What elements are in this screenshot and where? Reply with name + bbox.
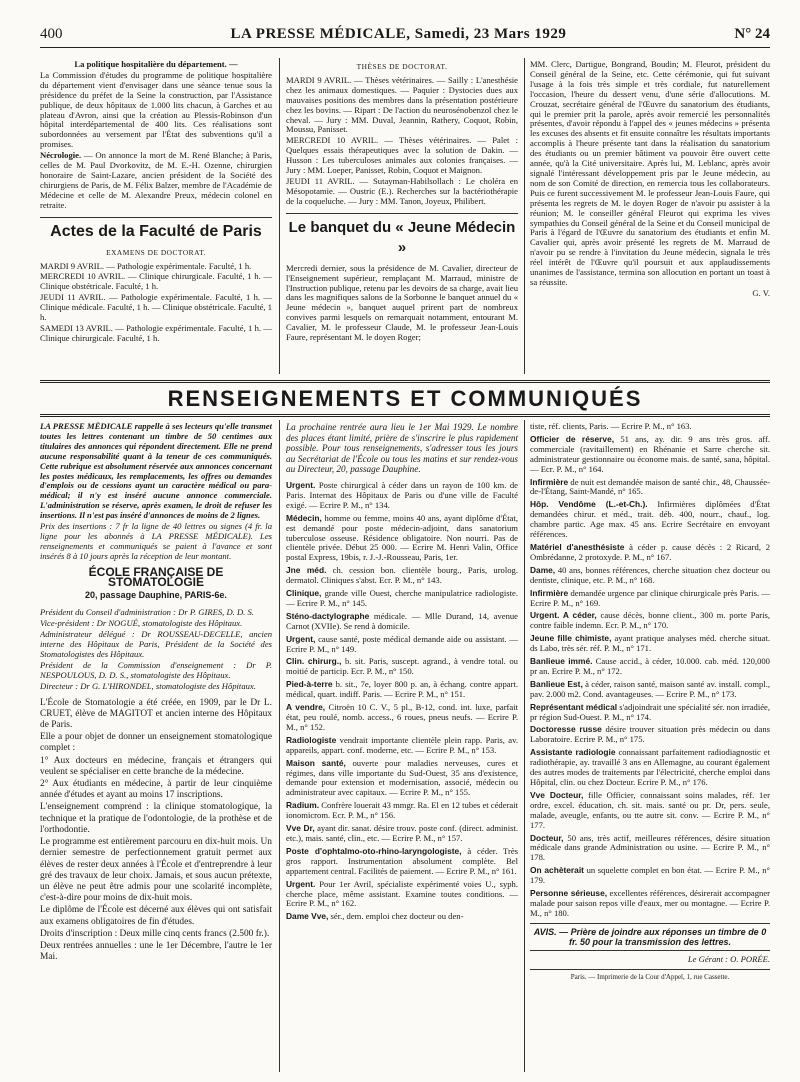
ad-lead: Doctoresse russe <box>530 724 602 735</box>
banquet-body: Mercredi dernier, sous la présidence de M. Cavalier, directeur de l'Enseignement supérieur, remplaçant M. Marraud, ministre de l'Instruction publique, retenu par les devoirs de sa charge, avait lieu dans les magnifiques salons de la Sorbonne le banquet annuel du « Jeune médecin », banquet auquel prirent part de nombreux convives parmi lesquels on remarquait notamment, entourant M. Cavalier, M. le professeur Claude, M. le professeur Jean-Louis Faure, représentant M. le doyen Roger; <box>286 262 518 343</box>
ad-lead: Médecin, <box>286 512 322 523</box>
classified-ad <box>286 589 518 609</box>
ad-text: cause décès, bonne client., 300 m. porte Paris, contre faible indemn. Ecr. P. M., n° 170. <box>530 610 770 631</box>
ad-text: homme ou femme, moins 40 ans, ayant diplôme d'État, est demandé pour poste médecin-adjoint, dans sanatorium tuberculose osseuse. Résidence obligatoire. Non nourri. Pas de clientèle privée. Début 25 000. — Ecrire M. Henri Valin, Office postal Express, 19bis, r. J.-J.-Rousseau, Paris, 1er. <box>286 512 518 563</box>
banquet-heading: Le banquet du « Jeune Médecin » <box>288 218 516 256</box>
classified-ad <box>530 500 770 540</box>
ad-lead: Radium. <box>286 800 320 811</box>
section-rule-bottom <box>40 414 770 417</box>
classified-ad <box>530 725 770 745</box>
classified-ad <box>530 791 770 831</box>
ad-text: Citroën 10 C. V., 5 pl., B-12, cond. int. luxe, parfait état, peu roulé, nomb. access., 6 roues, pneus neufs. — Ecrire P. M., n° 152. <box>286 702 518 732</box>
classified-ad <box>286 824 518 844</box>
staff-item: Administrateur délégué : Dr ROUSSEAU-DECELLE, ancien interne des Hôpitaux de Paris, Président de la Société des Stomatologistes des Hôpitaux. <box>40 629 272 660</box>
rentree-text: La prochaine rentrée aura lieu le 1er Mai 1929. Le nombre des places étant limité, prière de s'inscrire le plus rapidement possible. Pour tous renseignements, s'adresser tous les jours au Secrétariat de l'École ou tous les matins et sur rendez-vous au Directeur, 20, passage Dauphine. <box>286 422 518 475</box>
journal-title: LA PRESSE MÉDICALE, Samedi, 23 Mars 1929 <box>230 26 567 42</box>
imprimerie: Paris. — Imprimerie de la Cour d'Appel, 1, rue Cassette. <box>530 969 770 983</box>
ad-lead: Urgent, <box>286 633 316 644</box>
bottom-left-column <box>40 422 272 1074</box>
ad-text: Infirmières diplômées d'État demandées chirur. et méd., trait. déb. 400, nourr., chauf., log. chambre partic. Age max. 45 ans. Ecrire Secrétaire en envoyant références. <box>530 499 770 540</box>
bottom-right-column <box>530 422 770 1074</box>
ad-lead: Vve Docteur, <box>530 789 584 800</box>
prix-text: Prix des insertions : 7 fr la ligne de 40 lettres ou signes (4 fr. la ligne pour les abonnés à LA PRESSE MÉDICALE). Les renseignements et communiqués se paient à l'avance et sont insérés 8 à 10 jours après la réception de leur montant. <box>40 521 272 561</box>
ad-text: demandée urgence par clinique chirurgicale près Paris. — Ecrire P. M., n° 169. <box>530 587 770 608</box>
ecole-paragraph: 1° Aux docteurs en médecine, français et étrangers qui veulent se spécialiser en cette branche de la médecine. <box>40 755 272 777</box>
classified-list <box>530 422 770 919</box>
ad-text: de nuit est demandée maison de santé chir., 48, Chaussée-de-l'Étang, Saint-Mandé, n° 165. <box>530 476 770 497</box>
signature: G. V. <box>752 287 770 298</box>
ad-text: à céder, raison santé, maison santé av. install. compl., pav. 2.000 m2. Cond. avantageuses. — Ecrire P. M., n° 173. <box>530 678 770 699</box>
ecole-paragraph: 2° Aux étudiants en médecine, à partir de leur cinquième année d'études et ayant au moins 17 inscriptions. <box>40 779 272 801</box>
ad-text: Confrère louerait 43 mmgr. Ra. El en 12 tubes et céderait ionomicrom. Ecr. P. M., n° 156. <box>286 800 518 821</box>
classified-ad <box>530 435 770 475</box>
ecole-paragraph: L'École de Stomatologie a été créée, en 1909, par le Dr L. CRUET, élève de MAGITOT et ancien interne des Hôpitaux de Paris. <box>40 697 272 731</box>
classified-ad <box>286 680 518 700</box>
ad-lead: Urgent. <box>286 479 316 490</box>
classified-ad <box>530 748 770 788</box>
classified-ad <box>530 634 770 654</box>
classified-ad <box>530 866 770 886</box>
classified-ad <box>530 422 770 432</box>
avis-notice: AVIS. — Prière de joindre aux réponses un timbre de 0 fr. 50 pour la transmission des lettres. <box>530 923 770 951</box>
ad-text: Cause accid., à céder, 10.000. cab. méd. 120,000 pr an. Ecrire P. M., n° 172. <box>530 656 770 676</box>
staff-item: Vice-président : Dr NOGUÉ, stomatologiste des Hôpitaux. <box>40 618 243 629</box>
divider <box>40 217 272 218</box>
classified-ad <box>286 635 518 655</box>
faculte-item: JEUDI 11 AVRIL. — Pathologie expérimentale. Faculté, 1 h. — Clinique médicale. Faculté, 1 h. — Clinique obstétricale. Faculté, 1 h. <box>40 292 272 323</box>
ad-lead: Vve Dr, <box>286 823 315 834</box>
column-rule <box>524 420 525 1072</box>
classified-ad <box>286 847 518 877</box>
ad-text: ayant pratique analyses méd. cherche situat. ds Labo, très sér. réf. P. M., n° 171. <box>530 633 770 654</box>
ad-lead: Matériel d'anesthésiste <box>530 541 625 552</box>
top-middle-column <box>286 60 518 375</box>
classified-ad <box>530 611 770 631</box>
ecole-paragraph: L'enseignement comprend : la clinique stomatologique, la technique et la pratique de l'odontologie, de la prothèse et de l'orthodontie. <box>40 802 272 835</box>
classified-ad <box>286 481 518 511</box>
ad-text: 40 ans, bonnes références, cherche situation chez docteur ou dentiste, clinique, etc. P. M., n° 168. <box>530 564 770 585</box>
ad-text: ouverte pour maladies nerveuses, cures et régimes, dans ville importante du Sud-Ouest, 35 ans d'existence, demande pour extension et modernisation, associé, médecin ou administrateur avec capitaux. — Ecrire P. M., n° 155. <box>286 757 518 798</box>
faculte-item: MARDI 9 AVRIL. — Pathologie expérimentale. Faculté, 1 h. <box>40 260 252 271</box>
classified-list <box>286 481 518 922</box>
top-right-column <box>530 60 770 375</box>
ad-lead: Clinique, <box>286 588 322 599</box>
ad-text: à céder. Très gros rapport. Instrumentation absolument complète. Bel appartement central. Facilités de paiement. — Ecrire P. M., n° 161. <box>286 845 518 876</box>
ad-text: cause santé, poste médical demande aide ou assistant. — Ecrire P. M., n° 149. <box>286 633 518 654</box>
ad-text: Poste chirurgical à céder dans un rayon de 100 km. de Paris. Internat des Hôpitaux de Paris ou d'une ville de Faculté exigé. — Ecrire P. M., n° 134. <box>286 479 518 510</box>
classified-ad <box>530 680 770 700</box>
theses-item: MERCREDI 10 AVRIL. — Thèses vétérinaires. — Palet : Quelques essais thérapeutiques avec la solution de Dakin. — Husson : Les tuberculoses animales aux colonies françaises. — Jury : MM. Loeper, Panisset, Robin, Coquot et Maignon. <box>286 135 518 176</box>
ad-text: s'adjoindrait une spécialité sér. non irradiée, pr région Sud-Ouest. P. M., n° 174. <box>530 701 770 722</box>
classified-ad <box>530 834 770 864</box>
ad-lead: Représentant médical <box>530 701 618 712</box>
column-rule <box>279 420 280 1072</box>
ad-lead: Dame, <box>530 564 556 575</box>
ecole-paragraph: Elle a pour objet de donner un enseignement stomatologique complet : <box>40 732 272 754</box>
ad-lead: Infirmière <box>530 587 569 598</box>
ad-lead: Docteur, <box>530 832 564 843</box>
ad-lead: Assistante radiologie <box>530 747 616 758</box>
ad-text: 50 ans, très actif, meilleures références, désire situation médicale dans grande Administration ou usine. — Ecrire P. M., n° 178. <box>530 832 770 863</box>
ecole-address: 20, passage Dauphine, PARIS-6e. <box>85 589 227 600</box>
ad-text: un squelette complet en bon état. — Ecrire P. M., n° 179. <box>530 865 770 886</box>
classified-ad <box>286 880 518 910</box>
column-rule <box>279 58 280 374</box>
ecole-title: ÉCOLE FRANÇAISE DE STOMATOLOGIE <box>88 564 224 589</box>
ad-text: vendrait importante clientèle plein rapp. Paris, av. appareils, appart. conf. moderne, etc. — Ecrire P. M., n° 153. <box>286 734 518 755</box>
ad-lead: Clin. chirurg., <box>286 656 342 667</box>
ad-text: fille Officier, connaissant soins malades, réf. 1er ordre, excel. éducation, ch. sit. mais. santé ou pr. Dr, pers. seule, malade, aveugle, enfants, ou tte autre sit. conv. — Ecrire P. M., n° 177. <box>530 789 770 830</box>
faculte-heading: Actes de la Faculté de Paris <box>50 222 262 240</box>
ad-lead: Officier de réserve, <box>530 433 615 444</box>
faculte-subhead: EXAMENS DE DOCTORAT. <box>106 247 206 257</box>
section-rule-top <box>40 380 770 383</box>
ad-lead: Infirmière <box>530 476 569 487</box>
theses-subhead: THÈSES DE DOCTORAT. <box>356 62 448 71</box>
notice-text: LA PRESSE MÉDICALE rappelle à ses lecteurs qu'elle transmet toutes les lettres contenant un timbre de 50 centimes aux titulaires des annonces qui répondent directement. Elle ne prend aucune responsabilité quant à la teneur de ces communiqués. Cette rubrique est absolument réservée aux annonces concernant les postes médicaux, les remplacements, les offres ou demandes d'emplois ou de cessions ayant un caractère médical ou para-médical; il n'y est inséré aucune annonce commerciale. L'administration se réserve, après examen, le droit de refuser les insertions. Il n'est pas inséré d'annonces de moins de 2 lignes. <box>40 422 272 521</box>
ad-text: ayant dir. sanat. désire trouv. poste conf. (direct. administ. etc.), mais. santé, clin., etc. — Ecrire P. M., n° 157. <box>286 823 518 843</box>
ad-text: ch. cession bon. clientèle bourg., Paris, urolog. dermatol. Cliniques s'abst. Ecr. P. M., n° 143. <box>286 565 518 586</box>
necrologie-body: — On annonce la mort de M. René Blanche; à Paris, celles de M. Paul Dvorkovitz, de M. E.-H. Ozenne, chirurgien honoraire de Saint-Lazare, ancien président de la Société des chirurgiens de Paris, de M. Félix Balzer, membre de l'Académie de Médecine et celle de M. Alexandre Preux, médecin colonel en retraite. <box>40 150 272 210</box>
column-rule <box>524 58 525 374</box>
ad-lead: Urgent. A céder, <box>530 610 597 621</box>
ad-lead: On achèterait <box>530 865 584 876</box>
ecole-paragraph: Deux rentrées annuelles : une le 1er Décembre, l'autre le 1er Mai. <box>40 940 272 963</box>
ecole-paragraph: Le diplôme de l'École est décerné aux élèves qui ont satisfait aux examens obligatoires de fin d'études. <box>40 905 272 927</box>
ad-text: b. sit. Paris, suscept. agrand., à vendre total. ou moitié de particip. Ecr. P. M., n° 150. <box>286 656 518 677</box>
theses-item: JEUDI 11 AVRIL. — Sutayman-Habilsollach : Le choléra en Mésopotamie. — Oustric (E.). Recherches sur la bactériothérapie de la coqueluche. — Jury : MM. Tanon, Joyeux, Philibert. <box>286 175 518 206</box>
classified-ad <box>530 657 770 677</box>
page-number: 400 <box>40 26 63 42</box>
ad-lead: Jne méd. <box>286 565 327 576</box>
ad-lead: Personne sérieuse, <box>530 888 608 899</box>
ad-lead: Radiologiste <box>286 734 337 745</box>
classified-ad <box>286 566 518 586</box>
politique-title: La politique hospitalière du département. — <box>74 60 238 69</box>
banquet-continued: MM. Clerc, Dartigue, Bongrand, Boudin; M. Fleurot, président du Conseil général de la Seine, etc. Cette cérémonie, qui fut suivant l'usage à la fois très simple et très cordiale, fut naturellement l'occasion, l'heure du dessert venu, d'une série d'allocutions. M. Crouzat, secrétaire général de l'Œuvre du sanatorium des étudiants, qui le premier prit la parole, après avoir remercié les personnalités présentes, d'avoir répondu à l'appel des « jeunes médecins » présenta les excuses des absents et fit ensuite connaître les résultats importants accomplis à l'heure présente tant dans la réalisation du sanatorium des étudiants ou un premier bâtiment va pouvoir être ouvert cette année, qu'à la Cité universitaire. Après lui, M. Leblanc, après avoir signalé l'intéressant développement pris par le Jeune médecin, au nom de son Comité de direction, en remercia tous les collaborateurs. Puis ce furent successivement M. le professeur Jean-Louis Faure, qui présenta les regrets de M. le doyen Roger de n'avoir pu assister à la réunion; M. le conseiller général Fleurot qui exprima les vives sympathies du Conseil général de la Seine et du Conseil municipal de Paris à l'égard de l'Œuvre du sanatorium des étudiants et enfin M. Cavalier qui, après avoir présenté les regrets de M. Marraud de n'avoir pu se rendre à l'invitation du Jeune médecin, signala le très réel intérêt de l'Œuvre qu'il poursuit et aux applaudissements unanimes de l'assistance, termina son allocution en portant un toast à sa réussite. <box>530 60 770 287</box>
classified-ad <box>286 801 518 821</box>
ad-lead: Banlieue immé. <box>530 656 593 667</box>
classified-ad <box>530 478 770 498</box>
faculte-item: SAMEDI 13 AVRIL. — Pathologie expérimentale. Faculté, 1 h. — Clinique chirurgicale. Faculté, 1 h. <box>40 322 272 343</box>
ad-lead: Jeune fille chimiste, <box>530 633 612 644</box>
ad-lead: Urgent. <box>286 878 316 889</box>
classified-ad <box>286 703 518 733</box>
ad-lead: Pied-à-terre <box>286 679 333 690</box>
classified-ad <box>286 736 518 756</box>
classified-ad <box>286 612 518 632</box>
issue-number: N° 24 <box>734 26 770 42</box>
staff-item: Président du Conseil d'administration : Dr P. GIRES, D. D. S. <box>40 607 254 618</box>
faculte-item: MERCREDI 10 AVRIL. — Clinique chirurgicale. Faculté, 1 h. — Clinique obstétricale. Faculté, 1 h. <box>40 271 272 292</box>
ecole-paragraph: Droits d'inscription : Deux mille cinq cents francs (2.500 fr.). <box>40 928 270 939</box>
ecole-body <box>40 698 272 964</box>
politique-body: La Commission d'études du programme de politique hospitalière du département vient d'envisager dans une séance tenue sous la présidence du préfet de la Seine la construction, par l'Assistance publique, de deux hôpitaux de 1.000 lits chacun, à Garches et au plateau d'Avron, ainsi que la création au Plessis-Robinson d'un hôpital interdépartemental de 400 lits. Ces réalisations sont subordonnées au versement par l'État des subventions qu'il a promises. <box>40 69 272 150</box>
ad-text: désire trouver situation près médecin ou dans Laboratoire. Ecrire P. M., n° 175. <box>530 724 770 745</box>
ad-lead: Banlieue Est, <box>530 678 583 689</box>
ad-text: Pour 1er Avril, spécialiste expérimenté voies U., syph. cherche place, même assistant. Examine toutes conditions. — Ecrire P. M., n° 162. <box>286 878 518 909</box>
ad-text: tiste, réf. clients, Paris. — Ecrire P. M., n° 163. <box>530 422 692 431</box>
classified-ad <box>286 657 518 677</box>
ad-lead: Sténo-dactylographe <box>286 610 370 621</box>
ad-text: sér., dem. emploi chez docteur ou den- <box>330 911 464 922</box>
ad-text: connaissant parfaitement radiodiagnostic et radiothérapie, ay. travaillé 3 ans en Allemagne, au courant également des autres modes de traitements par l'électricité, cherche emploi dans Hôpital, clin. ou chez Docteur. Ecrire P. M., n° 176. <box>530 747 770 787</box>
gerant: Le Gérant : O. PORÉE. <box>687 953 770 964</box>
top-left-column <box>40 60 272 375</box>
classified-ad <box>530 566 770 586</box>
classified-ad <box>530 703 770 723</box>
classified-ad <box>286 514 518 564</box>
divider <box>286 213 518 214</box>
section-title: RENSEIGNEMENTS ET COMMUNIQUÉS <box>167 386 643 411</box>
ad-text: médicale. — Mlle Durand, 14, avenue Carnot (XVIIe). Se rend à domicile. <box>286 610 518 631</box>
ad-text: b. sit., 7e, loyer 800 p. an, à échang. contre appart. médical, quart. indiff. Paris. — Ecrire P. M., n° 151. <box>286 679 518 700</box>
ad-lead: A vendre, <box>286 702 326 713</box>
ad-lead: Poste d'ophtalmo-oto-rhino-laryngologiste, <box>286 845 462 856</box>
ad-text: grande ville Ouest, cherche manipulatrice radiologiste. — Ecrire P. M., n° 145. <box>286 588 518 608</box>
page-header <box>40 26 770 48</box>
staff-item: Président de la Commission d'enseignement : Dr P. NESPOULOUS, D. D. S., stomatologiste des Hôpitaux. <box>40 659 272 680</box>
classified-ad <box>286 759 518 799</box>
ad-text: 51 ans, ay. dir. 9 ans très gros. aff. commerciale (ravitaillement) en Rhénanie et Sarre cherche sit. administrateur gestionnaire ou économe mais. de santé, sana, hôpital. — Ecr. P. M., n° 164. <box>530 433 770 474</box>
classified-ad <box>286 912 518 922</box>
classified-ad <box>530 889 770 919</box>
staff-item: Directeur : Dr G. L'HIRONDEL, stomatologiste des Hôpitaux. <box>40 680 256 691</box>
ad-text: excellentes références, désirerait accompagner malade pour saison repos ville d'eaux, mer ou montagne. — Ecrire P. M., n° 180. <box>530 888 770 918</box>
theses-item: MARDI 9 AVRIL. — Thèses vétérinaires. — Sailly : L'anesthésie chez les animaux domestiques. — Paquier : Dystocies dues aux mauvaises positions des membres dans la présentation postérieure chez les bovins. — Ripart : De l'action du neurosénobenzol chez le cheval. — Jury : MM. Duval, Jeannin, Rathery, Coquot, Robin, Moussu, Panisset. <box>286 74 518 135</box>
bottom-middle-column <box>286 422 518 1074</box>
classified-ad <box>530 543 770 563</box>
classified-ad <box>530 589 770 609</box>
ad-text: à céder p. cause décès : 2 Ricard, 2 Ombrédanne, 2 protoxyde. P. M., n° 167. <box>530 541 770 562</box>
ad-lead: Maison santé, <box>286 757 346 768</box>
ecole-paragraph: Le programme est entièrement parcouru en dix-huit mois. Un dernier semestre de perfectionnement gratuit permet aux élèves de rester deux années à l'École et d'entreprendre à leur gré des travaux de leur choix. Jamais, et sous aucun prétexte, un élève ne peut être admis pour une scolarité incomplète, c'est-à-dire pour moins de dix-huit mois. <box>40 837 272 904</box>
ad-lead: Dame Vve, <box>286 911 329 922</box>
necrologie-title: Nécrologie. <box>40 150 82 161</box>
ad-lead: Hôp. Vendôme (L.-et-Ch.). <box>530 499 648 510</box>
